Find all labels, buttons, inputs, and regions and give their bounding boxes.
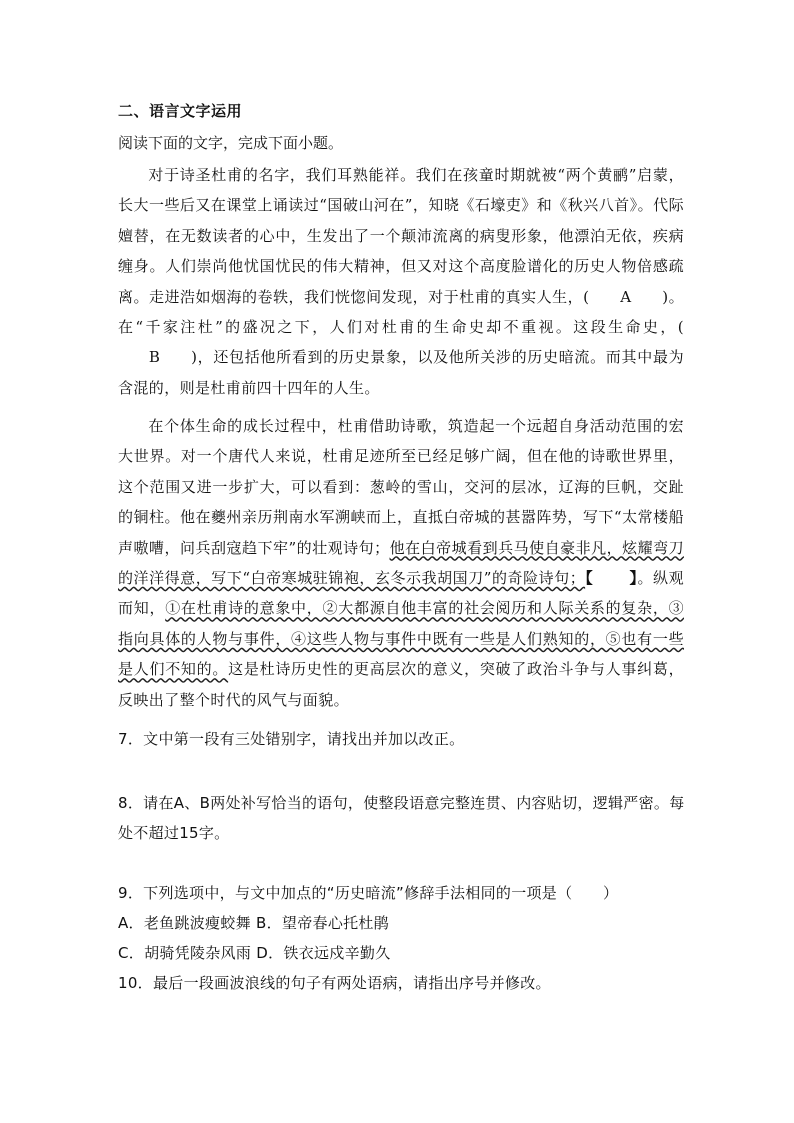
passage-p2-text-2: 。纵观而知， bbox=[118, 569, 685, 618]
passage-p1-text-1: 对于诗圣杜甫的名字，我们耳熟能祥。我们在孩童时期就被“两个黄鹂”启蒙，长大一些后又在课堂上诵读过“国破山河在”，知晓《石壕吏》和《秋兴八首》。代际嬗替，在无数读者的心中，生发出了一个颠沛流离的病叟形象，他漂泊无依，疾病缠身。人们崇尚他忧国忧民的伟大精神，但又对这个高度脸谱化的历史人物倍感疏离。走进浩如烟海的卷轶，我们恍惚间发现，对于杜甫的真实人生，( bbox=[118, 166, 684, 306]
passage-paragraph-2 bbox=[118, 411, 684, 715]
question-9: 9．下列选项中，与文中加点的“历史暗流”修辞手法相同的一项是（ ） bbox=[118, 884, 619, 902]
passage-p2-text-3: 这是杜诗历史性的更高层次的意义，突破了政治斗争与人事纠葛，反映出了整个时代的风气与面貌。 bbox=[118, 660, 684, 709]
wavy-underlined-sentence-1: 他在白帝城看到兵马使自豪非凡，炫耀弯刀的洋洋得意，写下“白帝寒城驻锦袍，玄冬示我胡国刀”的奇险诗句； bbox=[118, 538, 684, 588]
question-9-options-row-1: A．老鱼跳波瘦蛟舞 B．望帝春心托杜鹃 bbox=[118, 914, 390, 932]
wavy-underlined-sentence-2: ①在杜甫诗的意象中，②大都源自他丰富的社会阅历和人际关系的复杂，③指向具体的人物与事件，④这些人物与事件中既有一些是人们熟知的，⑤也有一些是人们不知的。 bbox=[118, 599, 684, 679]
section-instruction: 阅读下面的文字，完成下面小题。 bbox=[118, 134, 344, 152]
bracket-open: 【 bbox=[585, 569, 594, 588]
question-8: 8．请在A、B两处补写恰当的语句，使整段语意完整连贯、内容贴切，逻辑严密。每处不超过15字。 bbox=[118, 794, 685, 842]
section-heading: 二、语言文字运用 bbox=[118, 102, 243, 120]
passage-p2-text-1: 在个体生命的成长过程中，杜甫借助诗歌，筑造起一个远超自身活动范围的宏大世界。对一个唐代人来说，杜甫足迹所至已经足够广阔，但在他的诗歌世界里，这个范围又进一步扩大，可以看到：葱岭的雪山，交河的层冰，辽海的巨帆，交趾的铜柱。他在夔州亲历荆南水军溯峡而上，直抵白帝城的甚嚣阵势，写下“太常楼船声嗷嘈，问兵刮寇趋下牢”的壮观诗句； bbox=[118, 417, 684, 557]
passage-paragraph-1 bbox=[118, 160, 684, 403]
question-10: 10．最后一段画波浪线的句子有两处语病，请指出序号并修改。 bbox=[118, 974, 551, 992]
question-7: 7．文中第一段有三处错别字，请找出并加以改正。 bbox=[118, 730, 465, 748]
blank-a: A bbox=[620, 287, 632, 306]
passage-p1-text-2: )。在“千家注杜”的盛况之下，人们对杜甫的生命史却不重视。这段生命史，( bbox=[118, 287, 684, 337]
question-9-options-row-2: C．胡骑凭陵杂风雨 D．铁衣远戍辛勤久 bbox=[118, 944, 391, 962]
passage-p1-text-3: )，还包括他所看到的历史景象，以及他所关涉的历史暗流。而其中最为含混的，则是杜甫前四十四年的人生。 bbox=[118, 348, 684, 397]
bracket-close: 】 bbox=[629, 569, 638, 588]
blank-b: B bbox=[148, 348, 161, 367]
